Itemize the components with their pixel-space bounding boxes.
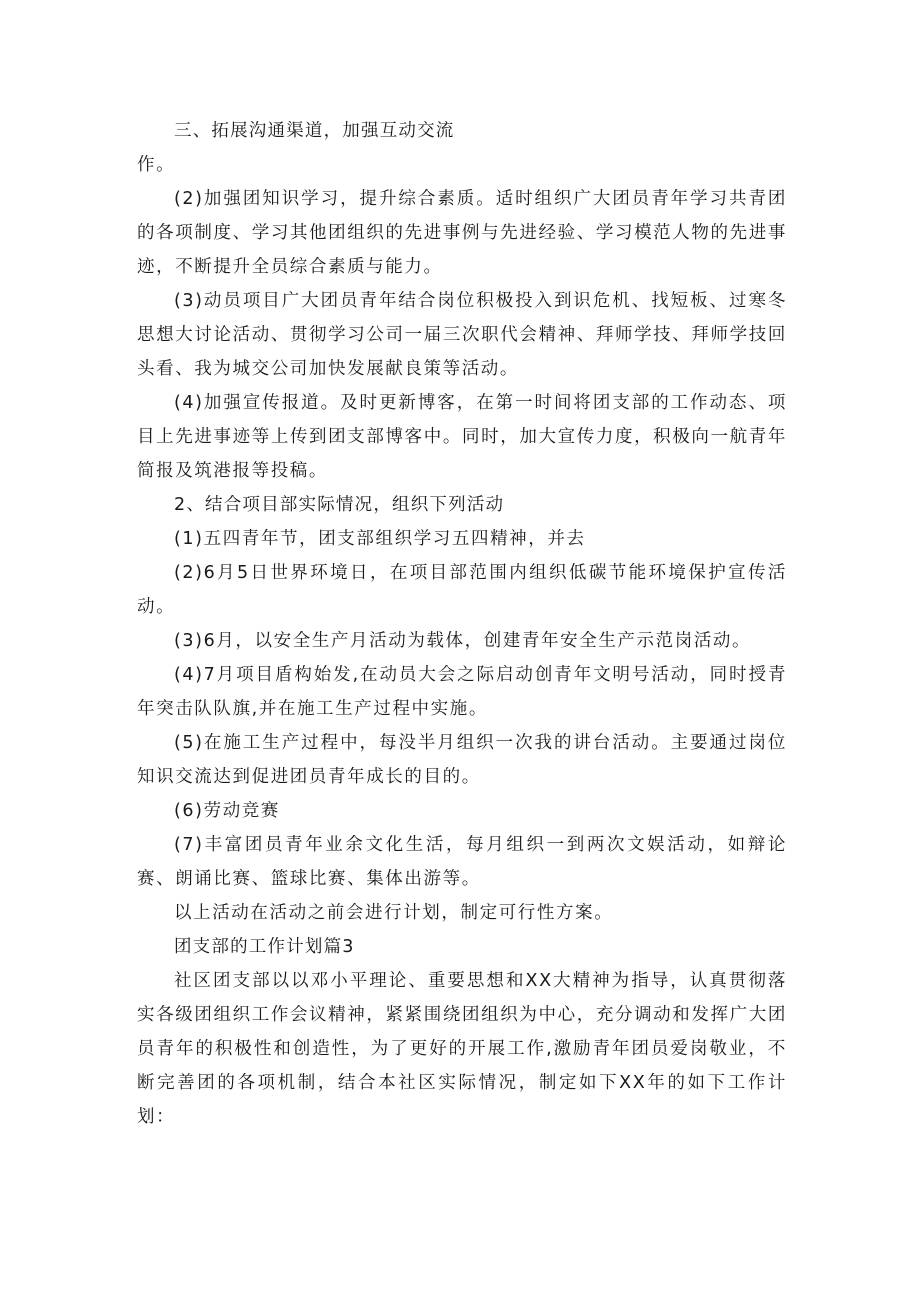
section-heading-three: 三、拓展沟通渠道，加强互动交流	[174, 121, 455, 141]
paragraph-item-4: (4)加强宣传报道。及时更新博客，在第一时间将团支部的工作动态、项目上先进事迹等上传到团支部博客中。同时，加大宣传力度，积极向一航青年简报及筑港报等投稿。	[137, 393, 787, 481]
activity-item-7: (7)丰富团员青年业余文化生活，每月组织一到两次文娱活动，如辩论赛、朗诵比赛、篮球比赛、集体出游等。	[137, 835, 787, 889]
summary-paragraph: 以上活动在活动之前会进行计划，制定可行性方案。	[174, 903, 614, 923]
paragraph-item-2: (2)加强团知识学习，提升综合素质。适时组织广大团员青年学习共青团的各项制度、学习其他团组织的先进事例与先进经验、学习模范人物的先进事迹，不断提升全员综合素质与能力。	[137, 189, 787, 277]
activity-item-1: (1)五四青年节，团支部组织学习五四精神，并去	[174, 529, 586, 549]
section-heading-2: 2、结合项目部实际情况，组织下列活动	[174, 495, 505, 515]
document-body	[137, 114, 787, 1134]
activity-item-3: (3)6月，以安全生产月活动为载体，创建青年安全生产示范岗活动。	[174, 631, 752, 651]
activity-item-6: (6)劳动竞赛	[174, 801, 280, 821]
paragraph-item-3: (3)动员项目广大团员青年结合岗位积极投入到识危机、找短板、过寒冬思想大讨论活动、贯彻学习公司一届三次职代会精神、拜师学技、拜师学技回头看、我为城交公司加快发展献良策等活动。	[137, 291, 787, 379]
plan-title-3: 团支部的工作计划篇3	[174, 937, 355, 957]
activity-item-4: (4)7月项目盾构始发,在动员大会之际启动创青年文明号活动，同时授青年突击队队旗,并在施工生产过程中实施。	[137, 665, 787, 719]
activity-item-2: (2)6月5日世界环境日，在项目部范围内组织低碳节能环境保护宣传活动。	[137, 563, 787, 617]
community-intro-paragraph: 社区团支部以以邓小平理论、重要思想和XX大精神为指导，认真贯彻落实各级团组织工作会议精神，紧紧围绕团组织为中心，充分调动和发挥广大团员青年的积极性和创造性，为了更好的开展工作,激励青年团员爱岗敬业，不断完善团的各项机制，结合本社区实际情况，制定如下XX年的如下工作计划：	[137, 971, 787, 1127]
paragraph-fragment: 作。	[137, 155, 176, 175]
activity-item-5: (5)在施工生产过程中，每没半月组织一次我的讲台活动。主要通过岗位知识交流达到促进团员青年成长的目的。	[137, 733, 787, 787]
